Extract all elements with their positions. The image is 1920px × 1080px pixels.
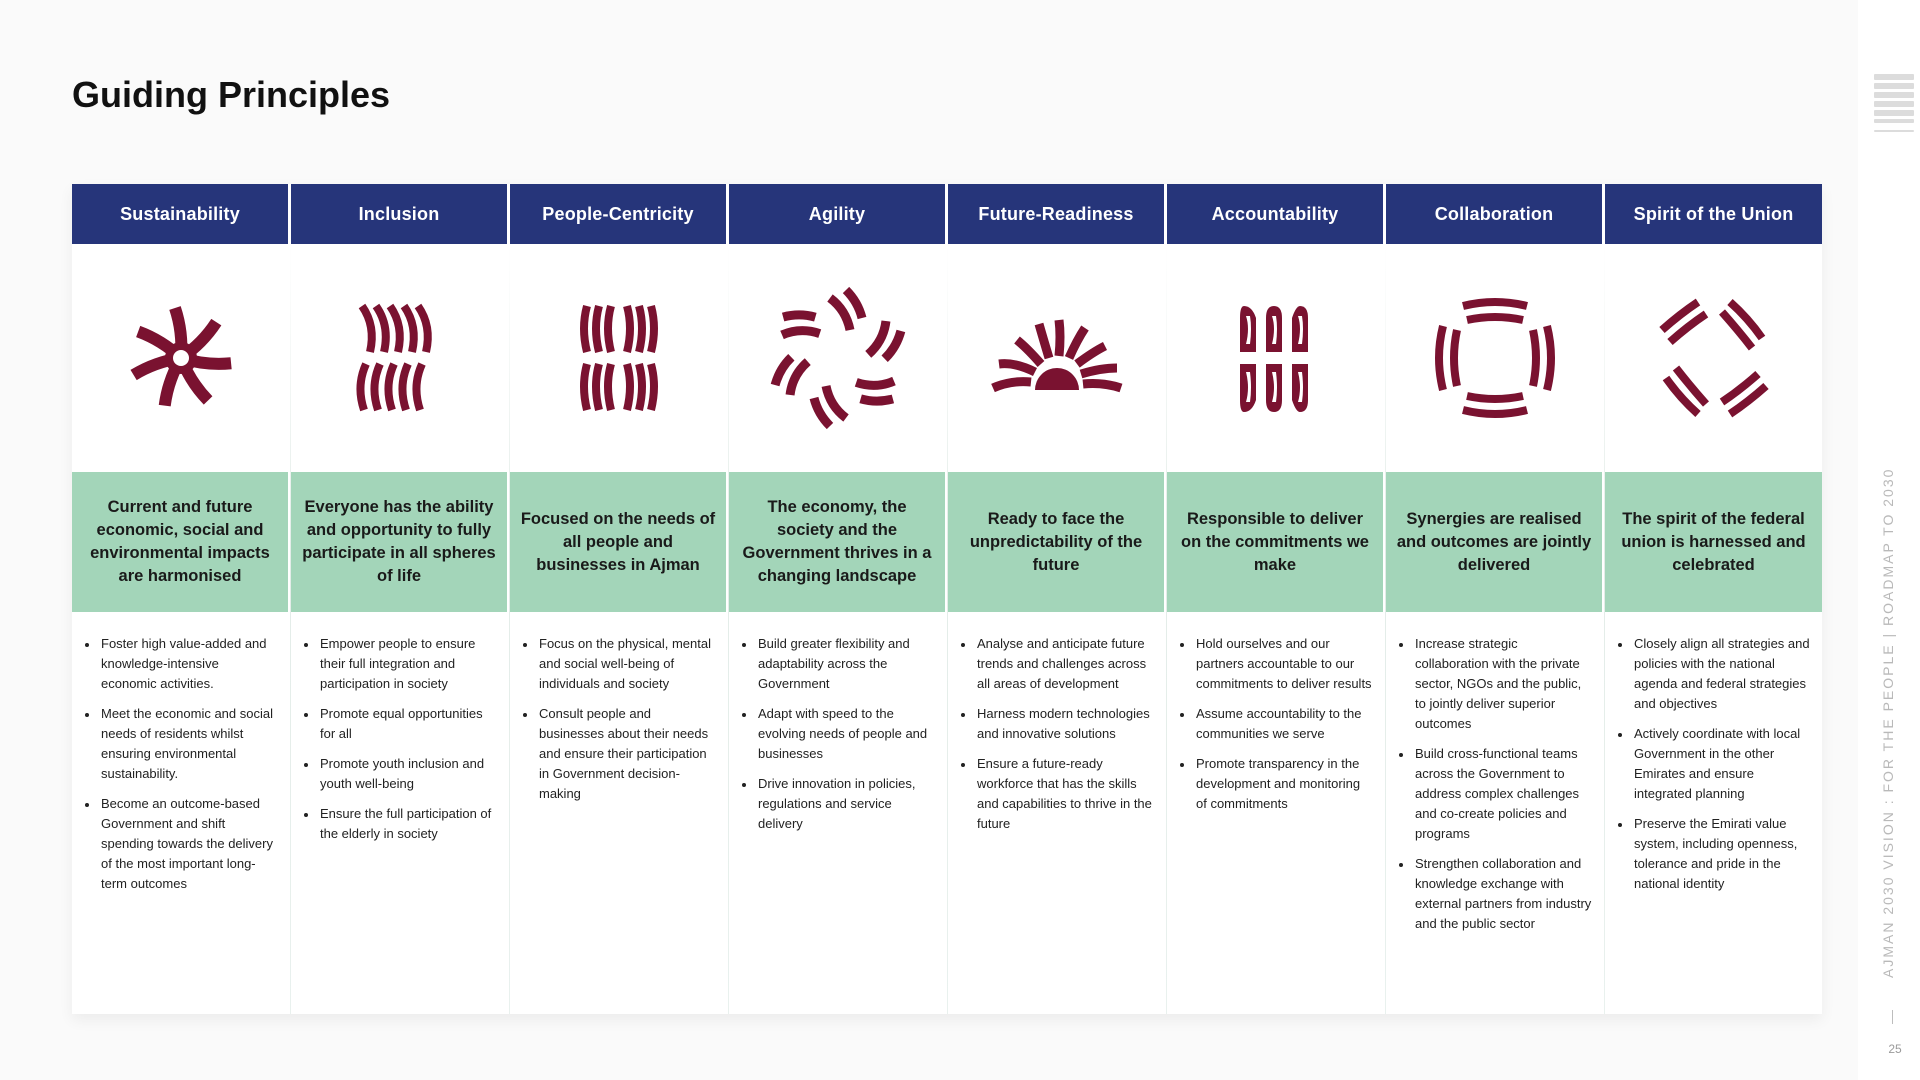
icon-cell [1167,244,1385,472]
column-divider [1385,244,1386,1014]
ajman-logo-icon [1872,72,1916,138]
bullet-item: • Become an outcome-based Government and shift spending towards the delivery of the most important long-term outcomes [99,794,278,894]
bullet-item: • Analyse and anticipate future trends and challenges across all areas of development [975,634,1154,694]
bullet-item: • Focus on the physical, mental and social well-being of individuals and society [537,634,716,694]
bullet-item: • Ensure a future-ready workforce that has the skills and capabilities to thrive in the future [975,754,1154,834]
principle-summary: The economy, the society and the Government thrives in a changing landscape [729,472,947,612]
bullet-item: • Empower people to ensure their full integration and participation in society [318,634,497,694]
principle-summary: The spirit of the federal union is harnessed and celebrated [1605,472,1822,612]
icon-cell [291,244,509,472]
vertical-bands-icon [320,278,480,438]
bullet-item: • Foster high value-added and knowledge-intensive economic activities. [99,634,278,694]
bullet-list [72,634,290,904]
sunrise-icon [977,278,1137,438]
principle-summary: Ready to face the unpredictability of the future [948,472,1166,612]
swirl-icon [758,278,918,438]
icon-cell [948,244,1166,472]
bullet-list [510,634,728,814]
icon-cell [72,244,290,472]
icon-cell [1386,244,1604,472]
brackets-ring-icon [1415,278,1575,438]
bullet-item: • Adapt with speed to the evolving needs of people and businesses [756,704,935,764]
pinwheel-icon [101,278,261,438]
column-header: Sustainability [72,184,290,244]
column-divider [509,244,510,1014]
bullet-item: • Closely align all strategies and policies with the national agenda and federal strategies and objectives [1632,634,1810,714]
principle-column-agility [729,184,947,1014]
bullet-item: • Actively coordinate with local Government in the other Emirates and ensure integrated planning [1632,724,1810,804]
bullet-item: • Build cross-functional teams across the Government to address complex challenges and co-create policies and programs [1413,744,1592,844]
column-header: Spirit of the Union [1605,184,1822,244]
principle-summary: Focused on the needs of all people and businesses in Ajman [510,472,728,612]
page-title: Guiding Principles [72,74,391,115]
icon-cell [729,244,947,472]
principle-column-spirit-of-the-union [1605,184,1822,1014]
principle-summary: Everyone has the ability and opportunity to fully participate in all spheres of life [291,472,509,612]
column-divider [947,244,948,1014]
bullet-item: • Build greater flexibility and adaptability across the Government [756,634,935,694]
icon-cell [510,244,728,472]
column-header: People-Centricity [510,184,728,244]
bullet-item: • Consult people and businesses about their needs and ensure their participation in Government decision-making [537,704,716,804]
principles-table [72,184,1822,1014]
bullet-item: • Strengthen collaboration and knowledge exchange with external partners from industry and the public sector [1413,854,1592,934]
bullet-list [1386,634,1604,944]
bullet-item: • Meet the economic and social needs of residents whilst ensuring environmental sustainability. [99,704,278,784]
principle-summary: Current and future economic, social and environmental impacts are harmonised [72,472,290,612]
principle-summary: Synergies are realised and outcomes are jointly delivered [1386,472,1604,612]
bullet-item: • Promote youth inclusion and youth well-being [318,754,497,794]
bullet-item: • Harness modern technologies and innovative solutions [975,704,1154,744]
icon-cell [1605,244,1822,472]
principle-column-future-readiness [948,184,1166,1014]
principle-column-collaboration [1386,184,1604,1014]
bullet-item: • Ensure the full participation of the elderly in society [318,804,497,844]
page-number: 25 [1888,1042,1902,1056]
bullet-item: • Hold ourselves and our partners accountable to our commitments to deliver results [1194,634,1373,694]
principle-column-inclusion [291,184,509,1014]
bullet-list [1167,634,1385,824]
bullet-item: • Drive innovation in policies, regulations and service delivery [756,774,935,834]
column-divider [728,244,729,1014]
bullet-item: • Assume accountability to the communities we serve [1194,704,1373,744]
principle-summary: Responsible to deliver on the commitments we make [1167,472,1385,612]
column-header: Accountability [1167,184,1385,244]
diagonal-bars-icon [1634,278,1794,438]
principle-column-accountability [1167,184,1385,1014]
column-divider [290,244,291,1014]
principle-column-people-centricity [510,184,728,1014]
capsule-columns-icon [1196,278,1356,438]
column-header: Inclusion [291,184,509,244]
paired-columns-icon [539,278,699,438]
bullet-item: • Promote transparency in the development and monitoring of commitments [1194,754,1373,814]
bullet-list [948,634,1166,844]
bullet-item: • Increase strategic collaboration with the private sector, NGOs and the public, to jointly deliver superior outcomes [1413,634,1592,734]
column-divider [1604,244,1605,1014]
bullet-list [729,634,947,844]
column-divider [1166,244,1167,1014]
column-header: Future-Readiness [948,184,1166,244]
side-divider [1892,1010,1893,1024]
principle-column-sustainability [72,184,290,1014]
bullet-list [291,634,509,854]
side-caption-text: AJMAN 2030 VISION : FOR THE PEOPLE | ROADMAP TO 2030 [1880,467,1896,978]
column-header: Collaboration [1386,184,1604,244]
column-header: Agility [729,184,947,244]
bullet-item: • Promote equal opportunities for all [318,704,497,744]
bullet-item: • Preserve the Emirati value system, including openness, tolerance and pride in the national identity [1632,814,1810,894]
bullet-list [1605,634,1822,904]
